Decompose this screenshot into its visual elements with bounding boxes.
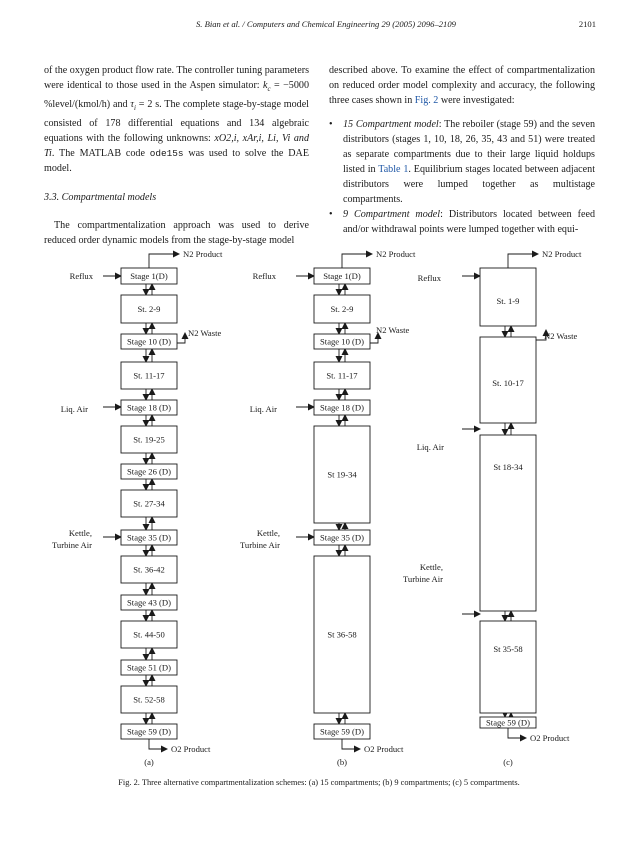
fig-c-liq-air-label: Liq. Air xyxy=(416,442,444,452)
fig-b-st-11-17-label: St. 11-17 xyxy=(326,370,358,381)
fig-c-o2-product-stream xyxy=(508,728,526,738)
fig-c-st-35-58-label: St 35-58 xyxy=(493,644,523,654)
fig-a-reflux-label: Reflux xyxy=(69,271,93,281)
fig-b-stage-35-d-label: Stage 35 (D) xyxy=(320,532,364,543)
fig-a-n2-waste-label: N2 Waste xyxy=(188,328,222,338)
fig-c-o2-product-label: O2 Product xyxy=(530,733,570,743)
fig-a-st-2-9-label: St. 2-9 xyxy=(137,304,161,314)
fig-c-stage-59-d-label: Stage 59 (D) xyxy=(486,717,530,728)
fig-b-n2-product-stream xyxy=(342,254,372,268)
left-column xyxy=(44,63,309,248)
fig-a-turbine-air-label: Turbine Air xyxy=(51,540,92,550)
page-number: 2101 xyxy=(578,19,596,29)
fig-b-st-2-9-label: St. 2-9 xyxy=(330,304,354,314)
fig-a-stage-51-d-label: Stage 51 (D) xyxy=(127,662,171,673)
fig-b-kettle-label: Kettle, xyxy=(256,528,280,538)
table1-link[interactable]: Table 1 xyxy=(378,164,409,175)
fig-a-st-27-34-label: St. 27-34 xyxy=(133,498,165,509)
paragraph-compartmental: The compartmentalization approach was used to derive reduced order dynamic models from the stage-by-stage model xyxy=(44,220,309,247)
fig-c-n2-product-stream xyxy=(508,254,538,268)
fig-c-n2-product-label: N2 Product xyxy=(542,249,582,259)
fig-a-o2-product-stream xyxy=(149,739,167,749)
fig-a-n2-waste-stream xyxy=(177,333,185,343)
right-column xyxy=(329,63,595,237)
fig-a-liq-air-label: Liq. Air xyxy=(60,404,88,414)
fig-a-stage-43-d-label: Stage 43 (D) xyxy=(127,597,171,608)
bullet-9-compartment: • 9 Compartment model: Distributors located between feed and/or withdrawal points were lumped together with equi- xyxy=(329,209,596,235)
fig-a-subfigure-label: (a) xyxy=(144,757,154,767)
fig-b-subfigure-label: (b) xyxy=(336,757,348,767)
bullet-icon: • xyxy=(329,119,333,130)
fig-b-o2-product-stream xyxy=(342,739,360,749)
fig-a-st-19-25-label: St. 19-25 xyxy=(133,434,165,445)
fig-a-stage-1-d-label: Stage 1(D) xyxy=(130,271,168,281)
fig-b-stage-18-d-label: Stage 18 (D) xyxy=(320,402,364,413)
fig-a-kettle-label: Kettle, xyxy=(68,528,92,538)
fig-c-st-10-17-label: St. 10-17 xyxy=(492,378,524,388)
fig-a-stage-10-d-label: Stage 10 (D) xyxy=(127,336,171,347)
fig-c-st-35-58 xyxy=(480,621,536,713)
fig-c-subfigure-label: (c) xyxy=(503,757,513,767)
fig-a-stage-26-d-label: Stage 26 (D) xyxy=(127,466,171,477)
fig-a-st-11-17-label: St. 11-17 xyxy=(133,370,165,381)
fig-b-reflux-label: Reflux xyxy=(252,271,276,281)
paragraph-controller: of the oxygen product flow rate. The controller tuning parameters were identical to those used in the Aspen simulator: $k_c = -5000$ %level/(kmol/h) and $\tau_i = 2$ s. The complete stage-by-stage model consisted of 178 differential equations and 134 algebraic equations with the following unknowns: xO2,i, xAr,i, Li, Vi and Ti. The MATLAB code ode15s was used to solve the DAE model. xyxy=(44,65,309,175)
fig-a-o2-product-label: O2 Product xyxy=(171,744,211,754)
fig-b-liq-air-label: Liq. Air xyxy=(249,404,277,414)
fig-b-turbine-air-label: Turbine Air xyxy=(239,540,280,550)
fig-b-stage-59-d-label: Stage 59 (D) xyxy=(320,726,364,737)
fig-b-n2-waste-label: N2 Waste xyxy=(376,325,410,335)
fig-a-st-44-50-label: St. 44-50 xyxy=(133,629,165,640)
fig2-link[interactable]: Fig. 2 xyxy=(414,95,439,106)
bullet-15-compartment: • 15 Compartment model: The reboiler (stage 59) and the seven distributors (stages 1, 10, 18, 26, 35, 43 and 51) were treated as separate compartments due to their large liquid holdups listed in Table 1. Equilibrium stages located between adjacent distributors were lumped together as multistage compartments. xyxy=(329,119,596,205)
fig-a-st-52-58-label: St. 52-58 xyxy=(133,694,165,705)
fig-a-stage-59-d-label: Stage 59 (D) xyxy=(127,726,171,737)
bullet-icon: • xyxy=(329,209,333,220)
running-header xyxy=(44,19,596,33)
fig-b-o2-product-label: O2 Product xyxy=(364,744,404,754)
journal-citation: S. Bian et al. / Computers and Chemical Engineering 29 (2005) 2096–2109 xyxy=(196,19,456,29)
fig-a-n2-product-stream xyxy=(149,254,179,268)
fig-b-stage-10-d-label: Stage 10 (D) xyxy=(320,336,364,347)
fig-b-stage-1-d-label: Stage 1(D) xyxy=(323,271,361,281)
fig-c-st-1-9-label: St. 1-9 xyxy=(496,296,520,306)
fig-c-reflux-label: Reflux xyxy=(417,273,441,283)
fig-c-turbine-air-label: Turbine Air xyxy=(402,574,443,584)
paragraph-cases: described above. To examine the effect of compartmentalization on reduced order model complexity and accuracy, the following three cases shown in Fig. 2 were investigated: xyxy=(329,65,595,106)
fig-b-st-36-58-label: St 36-58 xyxy=(327,629,357,640)
fig-c-n2-waste-label: N2 Waste xyxy=(544,331,578,341)
fig-b-n2-product-label: N2 Product xyxy=(376,249,416,259)
fig-c-kettle-label: Kettle, xyxy=(419,562,443,572)
figure-caption: Fig. 2. Three alternative compartmentalization schemes: (a) 15 compartments; (b) 9 compartments; (c) 5 compartments. xyxy=(118,778,520,787)
fig-b-st-19-34-label: St 19-34 xyxy=(327,469,357,480)
fig-a-st-36-42-label: St. 36-42 xyxy=(133,564,165,575)
section-heading: 3.3. Compartmental models xyxy=(44,192,157,204)
fig-a-n2-product-label: N2 Product xyxy=(183,249,223,259)
fig-c-st-18-34-label: St 18-34 xyxy=(493,462,523,472)
compartment-figure xyxy=(0,240,638,775)
fig-a-stage-35-d-label: Stage 35 (D) xyxy=(127,532,171,543)
fig-a-stage-18-d-label: Stage 18 (D) xyxy=(127,402,171,413)
